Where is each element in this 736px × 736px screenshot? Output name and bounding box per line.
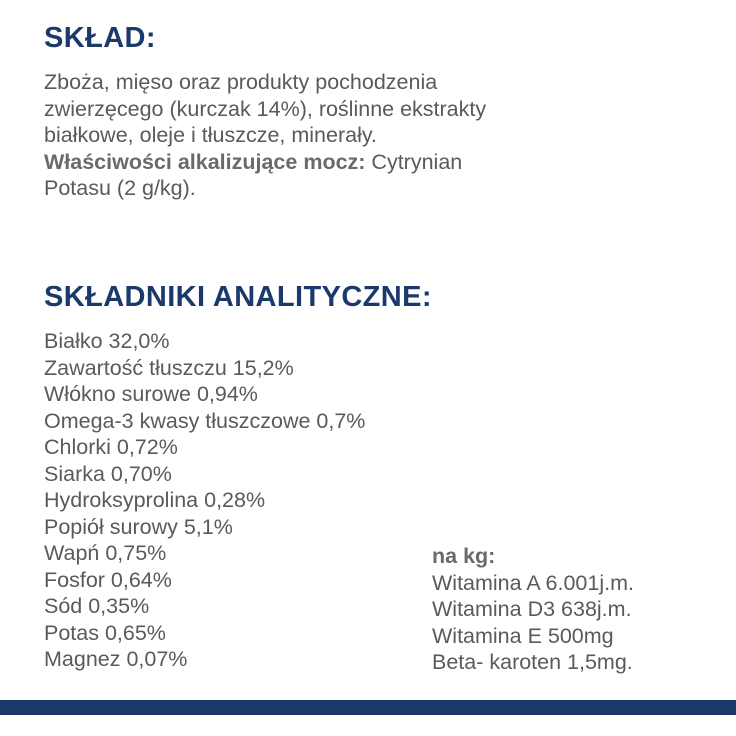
vitamins-list [432,543,634,676]
vitamins-title: na kg: [432,544,496,568]
analytical-item: Fosfor 0,64% [44,567,172,592]
vitamin-item: Witamina D3 638j.m. [432,597,632,621]
analytical-item: Siarka 0,70% [44,461,172,486]
analytical-item: Zawartość tłuszczu 15,2% [44,355,294,380]
analytical-item: Hydroksyprolina 0,28% [44,488,266,512]
analytical-item: Białko 32,0% [44,329,170,353]
analytical-list [44,328,365,673]
analytical-heading: SKŁADNIKI ANALITYCZNE: [44,281,432,313]
analytical-item: Włókno surowe 0,94% [44,382,258,406]
analytical-item: Chlorki 0,72% [44,435,178,459]
vitamin-item: Witamina A 6.001j.m. [432,570,634,595]
vitamin-item: Beta- karoten 1,5mg. [432,650,633,674]
composition-line: zwierzęcego (kurczak 14%), roślinne ekstrakty [44,96,487,121]
analytical-item: Sód 0,35% [44,594,150,618]
sklad-heading: SKŁAD: [44,22,156,54]
analytical-item: Magnez 0,07% [44,647,188,671]
analytical-item: Omega-3 kwasy tłuszczowe 0,7% [44,408,366,433]
composition-line: Zboża, mięso oraz produkty pochodzenia [44,70,438,94]
composition-text [44,69,704,202]
alkalizing-value: Cytrynian [365,149,463,174]
analytical-item: Wapń 0,75% [44,541,167,565]
alkalizing-value-continued: Potasu (2 g/kg). [44,176,196,200]
alkalizing-line [44,149,704,176]
analytical-item: Potas 0,65% [44,620,166,645]
alkalizing-label: Właściwości alkalizujące mocz: [44,149,366,174]
vitamin-item: Witamina E 500mg [432,623,614,648]
bottom-color-bar [0,700,736,715]
composition-line: białkowe, oleje i tłuszcze, minerały. [44,123,377,147]
analytical-item: Popiół surowy 5,1% [44,514,233,539]
